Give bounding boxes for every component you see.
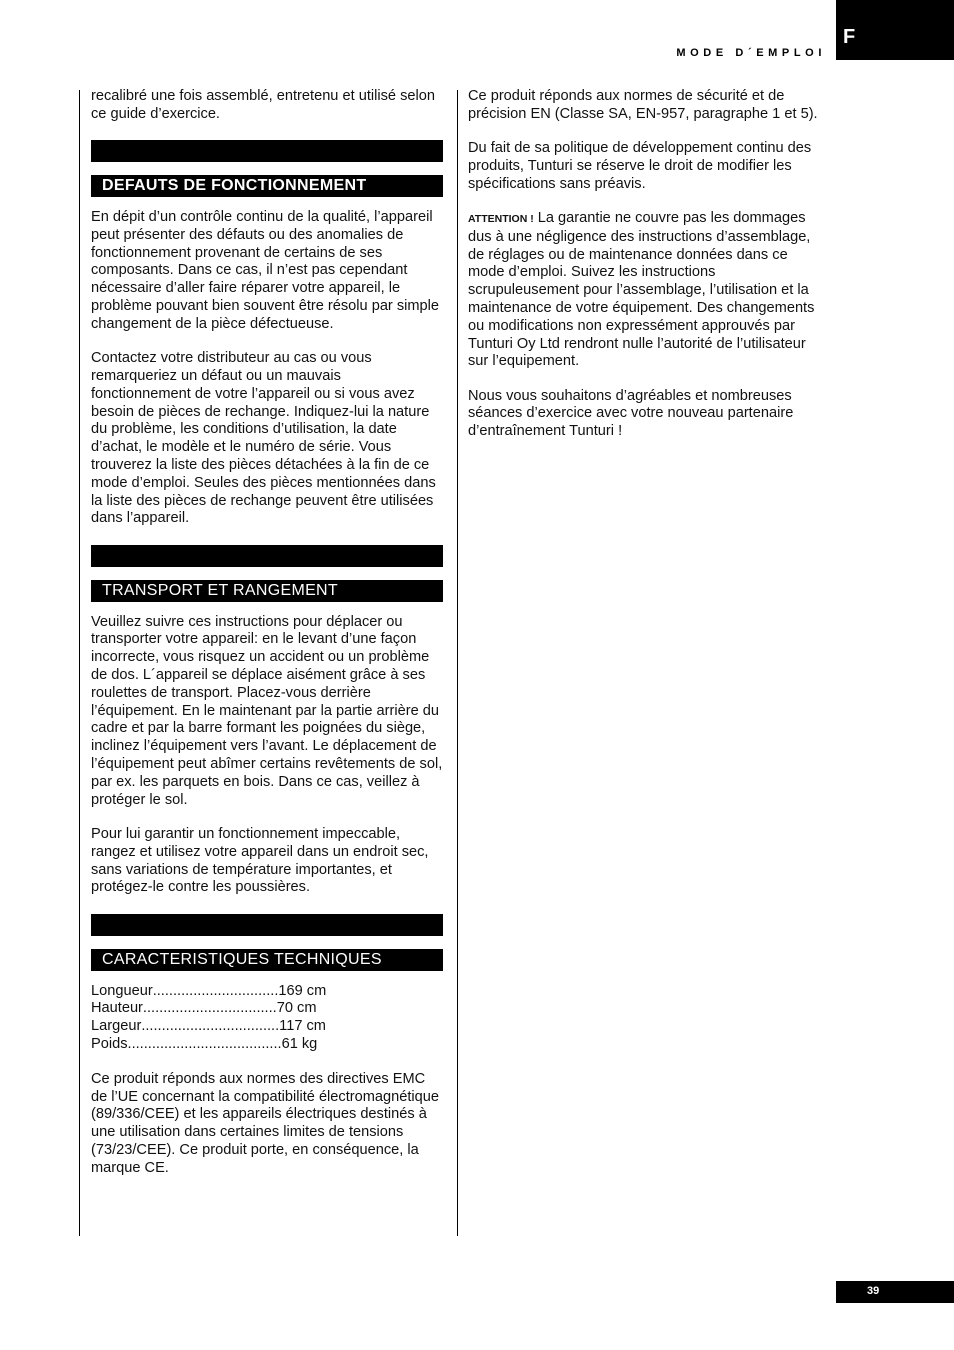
section-divider-bar: [91, 140, 443, 162]
spec-label: Longueur: [91, 982, 153, 999]
transport-paragraph-2: Pour lui garantir un fonctionnement impeccable, rangez et utilisez votre appareil dans un endroit sec, sans variations de température importantes, et protégez-le contre les poussières.: [91, 825, 429, 896]
caracteristiques-paragraph: Ce produit réponds aux normes des directives EMC de l’UE concernant la compatibilité électromagnétique (89/336/CEE) et les appareils électriques destinés à une utilisation dans certaines limites de tensions (73/23/CEE). Ce produit porte, en conséquence, la marque CE.: [91, 1070, 440, 1176]
spec-list: [91, 983, 443, 1054]
page-number-tab: [836, 1281, 954, 1303]
column-rule-left: [79, 90, 80, 1236]
language-letter: F: [843, 26, 856, 48]
norms-paragraph: Ce produit réponds aux normes de sécurité et de précision EN (Classe SA, EN-957, paragraphe 1 et 5).: [468, 88, 818, 122]
right-column: [468, 88, 820, 458]
section-title-transport: TRANSPORT ET RANGEMENT: [91, 580, 443, 602]
spec-leader-dots: ...............................: [152, 982, 279, 999]
page-number: 39: [867, 1285, 880, 1297]
spec-row-longueur: [91, 983, 443, 1001]
closing-paragraph: Nous vous souhaitons d’agréables et nombreuses séances d’exercice avec votre nouveau partenaire d’entraînement Tunturi !: [468, 387, 794, 440]
spec-row-poids: [91, 1036, 443, 1054]
spec-label: Poids: [91, 1035, 128, 1052]
section-title-caracteristiques: CARACTERISTIQUES TECHNIQUES: [91, 949, 443, 971]
attention-text: La garantie ne couvre pas les dommages dus à une négligence des instructions d’assemblage, de réglages ou de maintenance données dans ce mode d’emploi. Suivez les instructions scrupuleusement pour l’assemblage, l’utilisation et la maintenance de votre équipement. Des changements ou modifications non expressément approuvés par Tunturi Oy Ltd rendront nulle l’autorité de l’utilisateur sur l’equipement.: [468, 209, 815, 370]
spec-leader-dots: ......................................: [127, 1035, 282, 1052]
spec-value: 169 cm: [278, 982, 327, 999]
section-title-defauts: DEFAUTS DE FONCTIONNEMENT: [91, 175, 443, 197]
spec-label: Largeur: [91, 1018, 142, 1035]
spec-value: 70 cm: [276, 1000, 317, 1017]
spec-value: 117 cm: [279, 1018, 326, 1035]
attention-label: ATTENTION !: [468, 212, 534, 225]
policy-paragraph: Du fait de sa politique de développement continu des produits, Tunturi se réserve le droit de modifier les spécifications sans préavis.: [468, 140, 812, 192]
defauts-paragraph-1: En dépit d’un contrôle continu de la qualité, l’appareil peut présenter des défauts ou des anomalies de fonctionnement provenant de certains de ses composants. Dans ce cas, il n’est pas cependant nécessaire d’aller faire réparer votre appareil, le problème pouvant bien souvent être résolu par simple changement de la pièce défectueuse.: [91, 209, 440, 332]
spec-leader-dots: ..................................: [141, 1018, 280, 1035]
language-tab: [836, 0, 954, 60]
spec-value: 61 kg: [281, 1035, 318, 1052]
spec-label: Hauteur: [91, 1000, 143, 1017]
spec-row-largeur: [91, 1018, 443, 1036]
left-column: [91, 88, 443, 1194]
transport-paragraph-1: Veuillez suivre ces instructions pour déplacer ou transporter votre appareil: en le levant d’une façon incorrecte, vous risquez un accident ou un problème de dos. L´appareil se déplace aisément grâce à ses roulettes de transport. Placez-vous derrière l’équipement. En le maintenant par la partie arrière du cadre et par la barre formant les poignées du siège, inclinez l’équipement vers l’avant. Le déplacement de l’équipement peut abîmer certains revêtements de sol, par ex. les parquets en bois. Dans ce cas, veillez à protéger le sol.: [91, 613, 443, 808]
attention-paragraph: [468, 210, 820, 371]
defauts-paragraph-2: Contactez votre distributeur au cas ou vous remarqueriez un défaut ou un mauvais fonctionnement de votre l’appareil ou si vous avez besoin de pièces de rechange. Indiquez-lui la nature du problème, les conditions d’utilisation, la date d’achat, le modèle et le numéro de série. Vous trouverez la liste des pièces détachées à la fin de ce mode d’emploi. Seules des pièces mentionnées dans la liste des pièces de rechange peuvent être utilisées dans l’appareil.: [91, 350, 436, 527]
intro-paragraph: recalibré une fois assemblé, entretenu et utilisé selon ce guide d’exercice.: [91, 88, 435, 122]
column-rule-middle: [457, 90, 458, 1236]
spec-leader-dots: .................................: [142, 1000, 277, 1017]
header-section-label: MODE D´EMPLOI: [676, 47, 826, 59]
spec-row-hauteur: [91, 1000, 443, 1018]
section-divider-bar: [91, 914, 443, 936]
section-divider-bar: [91, 545, 443, 567]
